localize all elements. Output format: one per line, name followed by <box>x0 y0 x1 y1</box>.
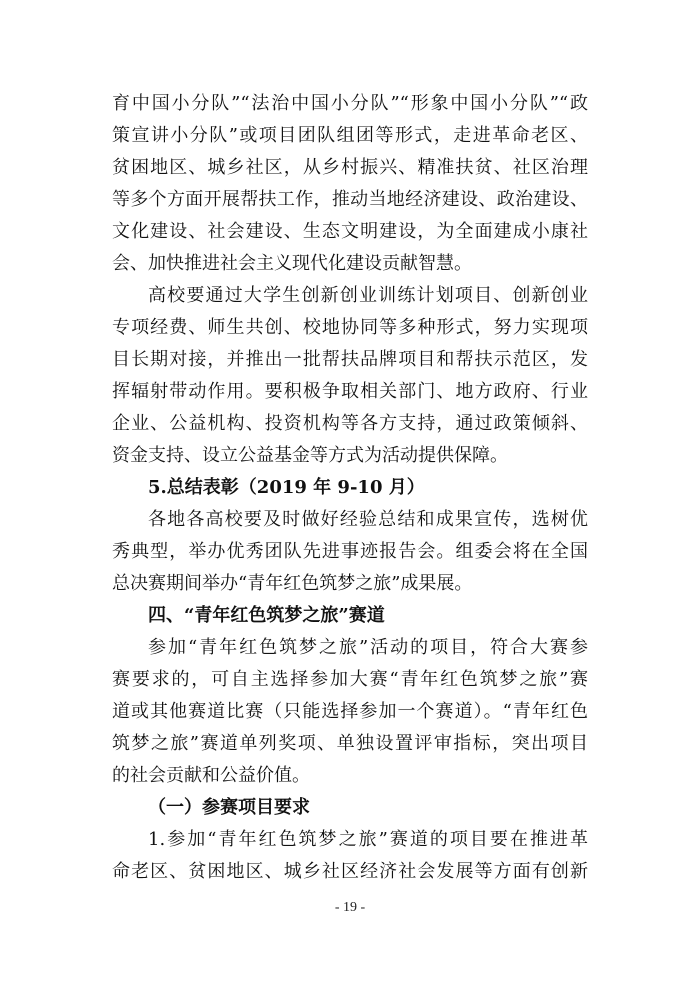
text-line: 策宣讲小分队”或项目团队组团等形式，走进革命老区、 <box>112 125 588 146</box>
text-line: 挥辐射带动作用。要积极争取相关部门、地方政府、行业 <box>112 381 588 402</box>
section-heading: 四、“青年红色筑梦之旅”赛道 <box>148 605 385 626</box>
text-line: 贫困地区、城乡社区，从乡村振兴、精准扶贫、社区治理 <box>112 157 588 178</box>
text-line: 目长期对接，并推出一批帮扶品牌项目和帮扶示范区，发 <box>112 349 588 370</box>
text-line: 各地各高校要及时做好经验总结和成果宣传，选树优 <box>148 509 588 530</box>
text-line: 道或其他赛道比赛（只能选择参加一个赛道）。“青年红色 <box>112 701 588 722</box>
subsection-heading: （一）参赛项目要求 <box>148 797 310 818</box>
text-line: 资金支持、设立公益基金等方式为活动提供保障。 <box>112 445 508 466</box>
text-line: 赛要求的，可自主选择参加大赛“青年红色筑梦之旅”赛 <box>112 669 588 690</box>
section-heading: 5.总结表彰（2019 年 9-10 月） <box>148 477 425 498</box>
text-line: 等多个方面开展帮扶工作，推动当地经济建设、政治建设、 <box>112 189 588 210</box>
text-line: 文化建设、社会建设、生态文明建设，为全面建成小康社 <box>112 221 588 242</box>
text-line: 育中国小分队”“法治中国小分队”“形象中国小分队”“政 <box>112 93 588 114</box>
text-line: 命老区、贫困地区、城乡社区经济社会发展等方面有创新 <box>112 861 588 882</box>
body-text <box>112 88 588 888</box>
text-line: 的社会贡献和公益价值。 <box>112 765 310 786</box>
text-line: 企业、公益机构、投资机构等各方支持，通过政策倾斜、 <box>112 413 588 434</box>
text-line: 参加“青年红色筑梦之旅”活动的项目，符合大赛参 <box>148 637 588 658</box>
text-line: 1.参加“青年红色筑梦之旅”赛道的项目要在推进革 <box>148 829 588 850</box>
text-line: 总决赛期间举办“青年红色筑梦之旅”成果展。 <box>112 573 473 594</box>
text-line: 会、加快推进社会主义现代化建设贡献智慧。 <box>112 253 472 274</box>
text-line: 专项经费、师生共创、校地协同等多种形式，努力实现项 <box>112 317 588 338</box>
page-number: - 19 - <box>334 900 366 915</box>
text-line: 筑梦之旅”赛道单列奖项、单独设置评审指标，突出项目 <box>112 733 588 754</box>
text-line: 秀典型，举办优秀团队先进事迹报告会。组委会将在全国 <box>112 541 588 562</box>
text-line: 高校要通过大学生创新创业训练计划项目、创新创业 <box>148 285 588 306</box>
